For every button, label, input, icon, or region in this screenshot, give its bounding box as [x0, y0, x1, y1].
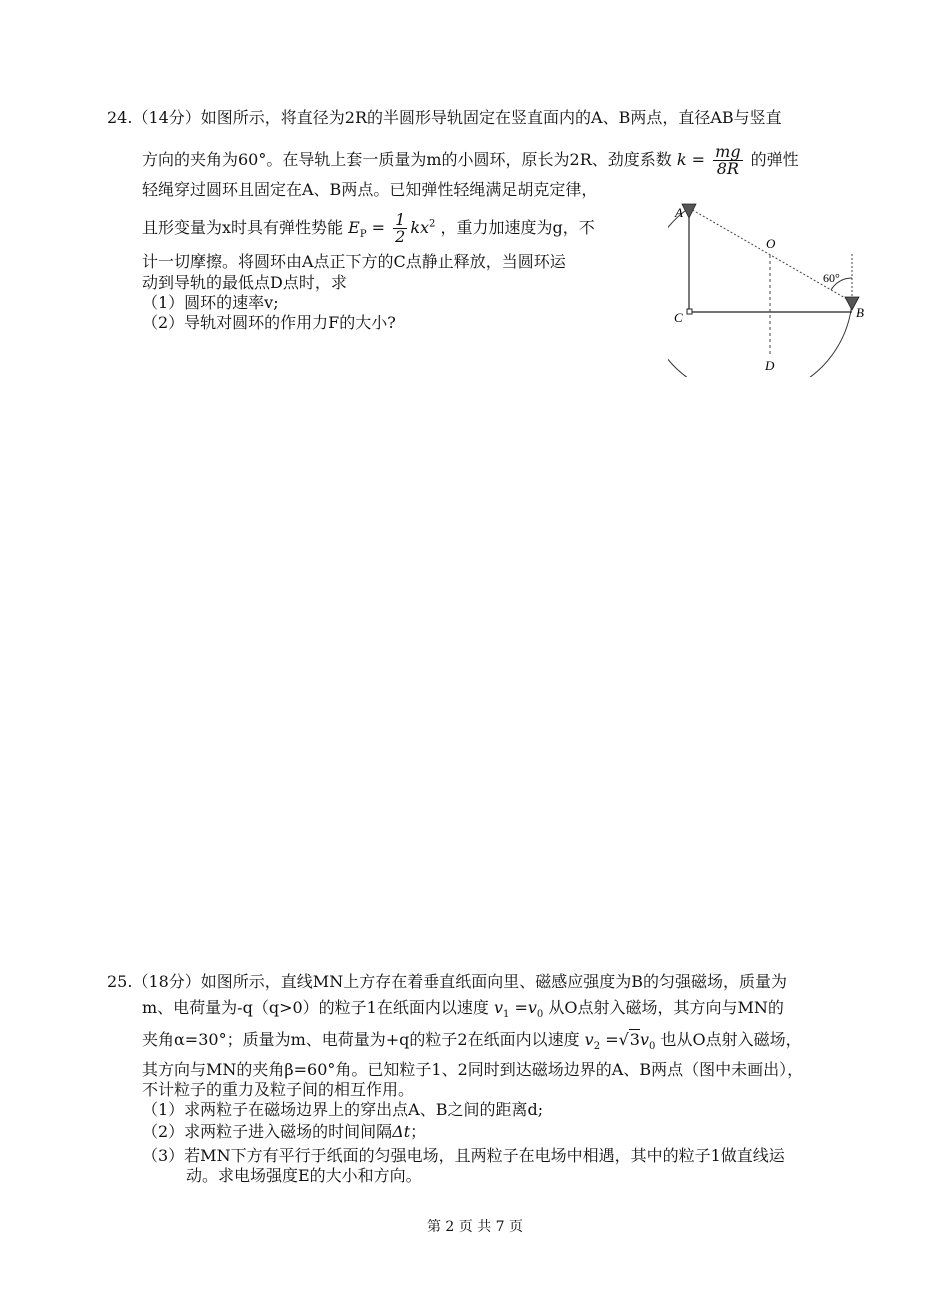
q24-line-2 — [142, 144, 799, 177]
angle-label: 60° — [823, 271, 840, 285]
q25-subquestion-2-text: （2）求两粒子进入磁场的时间间隔 — [142, 1122, 393, 1141]
q25-subquestion-3: （3）若MN下方有平行于纸面的匀强电场，且两粒子在电场中相遇，其中的粒子1做直线运 — [142, 1146, 785, 1165]
q25-line-3-tail: 也从O点射入磁场， — [660, 1030, 802, 1049]
q24-line-2-tail: 的弹性 — [750, 150, 799, 169]
label-b: B — [856, 305, 864, 320]
v1-v0-subscript: 0 — [536, 1009, 544, 1021]
semicircle-track — [668, 208, 852, 377]
v1-symbol: v — [493, 998, 503, 1017]
q25-line-5: 不计粒子的重力及粒子间的相互作用。 — [142, 1080, 415, 1099]
q25-line-3: 夹角α=30°；质量为m、电荷量为+q的粒子2在纸面内以速度 $v_2 =√3v_0$ 也从O点射入磁场， — [142, 1030, 802, 1053]
q25-line-2-text: m、电荷量为-q（q>0）的粒子1在纸面内以速度 — [142, 998, 489, 1017]
v1-subscript: 1 — [502, 1009, 510, 1021]
v2-v0-subscript: 0 — [649, 1041, 656, 1053]
semicircle-track-figure — [668, 192, 878, 377]
k-denominator: 8R — [716, 159, 739, 178]
v2-equals: = — [605, 1030, 619, 1049]
sqrt-three: 3 — [629, 1030, 640, 1049]
q24-subquestion-2: （2）导轨对圆环的作用力F的大小? — [142, 313, 396, 332]
q25-line-1: 25.（18分）如图所示，直线MN上方存在着垂直纸面向里、磁感应强度为B的匀强磁场，质量为 — [107, 972, 787, 991]
label-o: O — [766, 236, 776, 251]
v2-v0: v — [639, 1030, 650, 1049]
q25-line-4: 其方向与MN的夹角β=60°角。已知粒子1、2同时到达磁场边界的A、B两点（图中未画出）， — [142, 1060, 804, 1079]
half-fraction — [393, 212, 407, 245]
delta-t: Δt — [392, 1122, 411, 1141]
q24-line-5: 计一切摩擦。将圆环由A点正下方的C点静止释放，当圆环运 — [142, 252, 566, 271]
label-a: A — [675, 205, 683, 220]
page-footer: 第 2 页 共 7 页 — [426, 1219, 524, 1235]
q24-line-4-tail: ，重力加速度为g，不 — [440, 218, 595, 237]
q25-line-2 — [142, 998, 784, 1025]
q24-line-3: 轻绳穿过圆环且固定在A、B两点。已知弹性轻绳满足胡克定律， — [142, 180, 598, 199]
q24-line-1: 24.（14分）如图所示，将直径为2R的半圆形导轨固定在竖直面内的A、B两点，直径AB与竖直 — [107, 108, 782, 127]
q25-line-3-text: 夹角α=30°；质量为m、电荷量为+q的粒子2在纸面内以速度 — [142, 1030, 580, 1049]
half-numerator: 1 — [395, 210, 406, 229]
k-fraction — [713, 144, 742, 177]
q25-subquestion-2 — [142, 1122, 426, 1142]
q24-line-4-text: 且形变量为x时具有弹性势能 — [142, 218, 344, 237]
v2-subscript: 2 — [593, 1041, 601, 1053]
q25-subquestion-3-continued: 动。求电场强度E的大小和方向。 — [186, 1166, 422, 1185]
half-denominator: 2 — [395, 227, 406, 246]
label-c: C — [674, 310, 683, 325]
q24-line-4 — [142, 212, 595, 245]
q24-line-6: 动到导轨的最低点D点时，求 — [142, 273, 347, 292]
kx-exponent: 2 — [429, 218, 436, 230]
ep-symbol: E — [348, 218, 360, 237]
q25-line-2-tail: 从O点射入磁场，其方向与MN的 — [548, 998, 784, 1017]
ring-at-c — [687, 309, 692, 314]
ep-subscript: P — [359, 229, 367, 241]
q25-subquestion-1: （1）求两粒子在磁场边界上的穿出点A、B之间的距离d; — [142, 1100, 544, 1119]
k-symbol: k = — [676, 150, 706, 169]
q24-subquestion-1: （1）圆环的速率v; — [142, 293, 279, 312]
v2-symbol: v — [584, 1030, 594, 1049]
v1-equals: =v — [514, 998, 537, 1017]
kx-term: kx — [410, 218, 430, 237]
label-d: D — [765, 358, 775, 373]
q24-line-2-text: 方向的夹角为60°。在导轨上套一质量为m的小圆环，原长为2R、劲度系数 — [142, 150, 672, 169]
k-numerator: mg — [715, 142, 741, 161]
q25-subquestion-2-tail: ； — [410, 1122, 427, 1141]
ep-equals: = — [371, 218, 386, 237]
